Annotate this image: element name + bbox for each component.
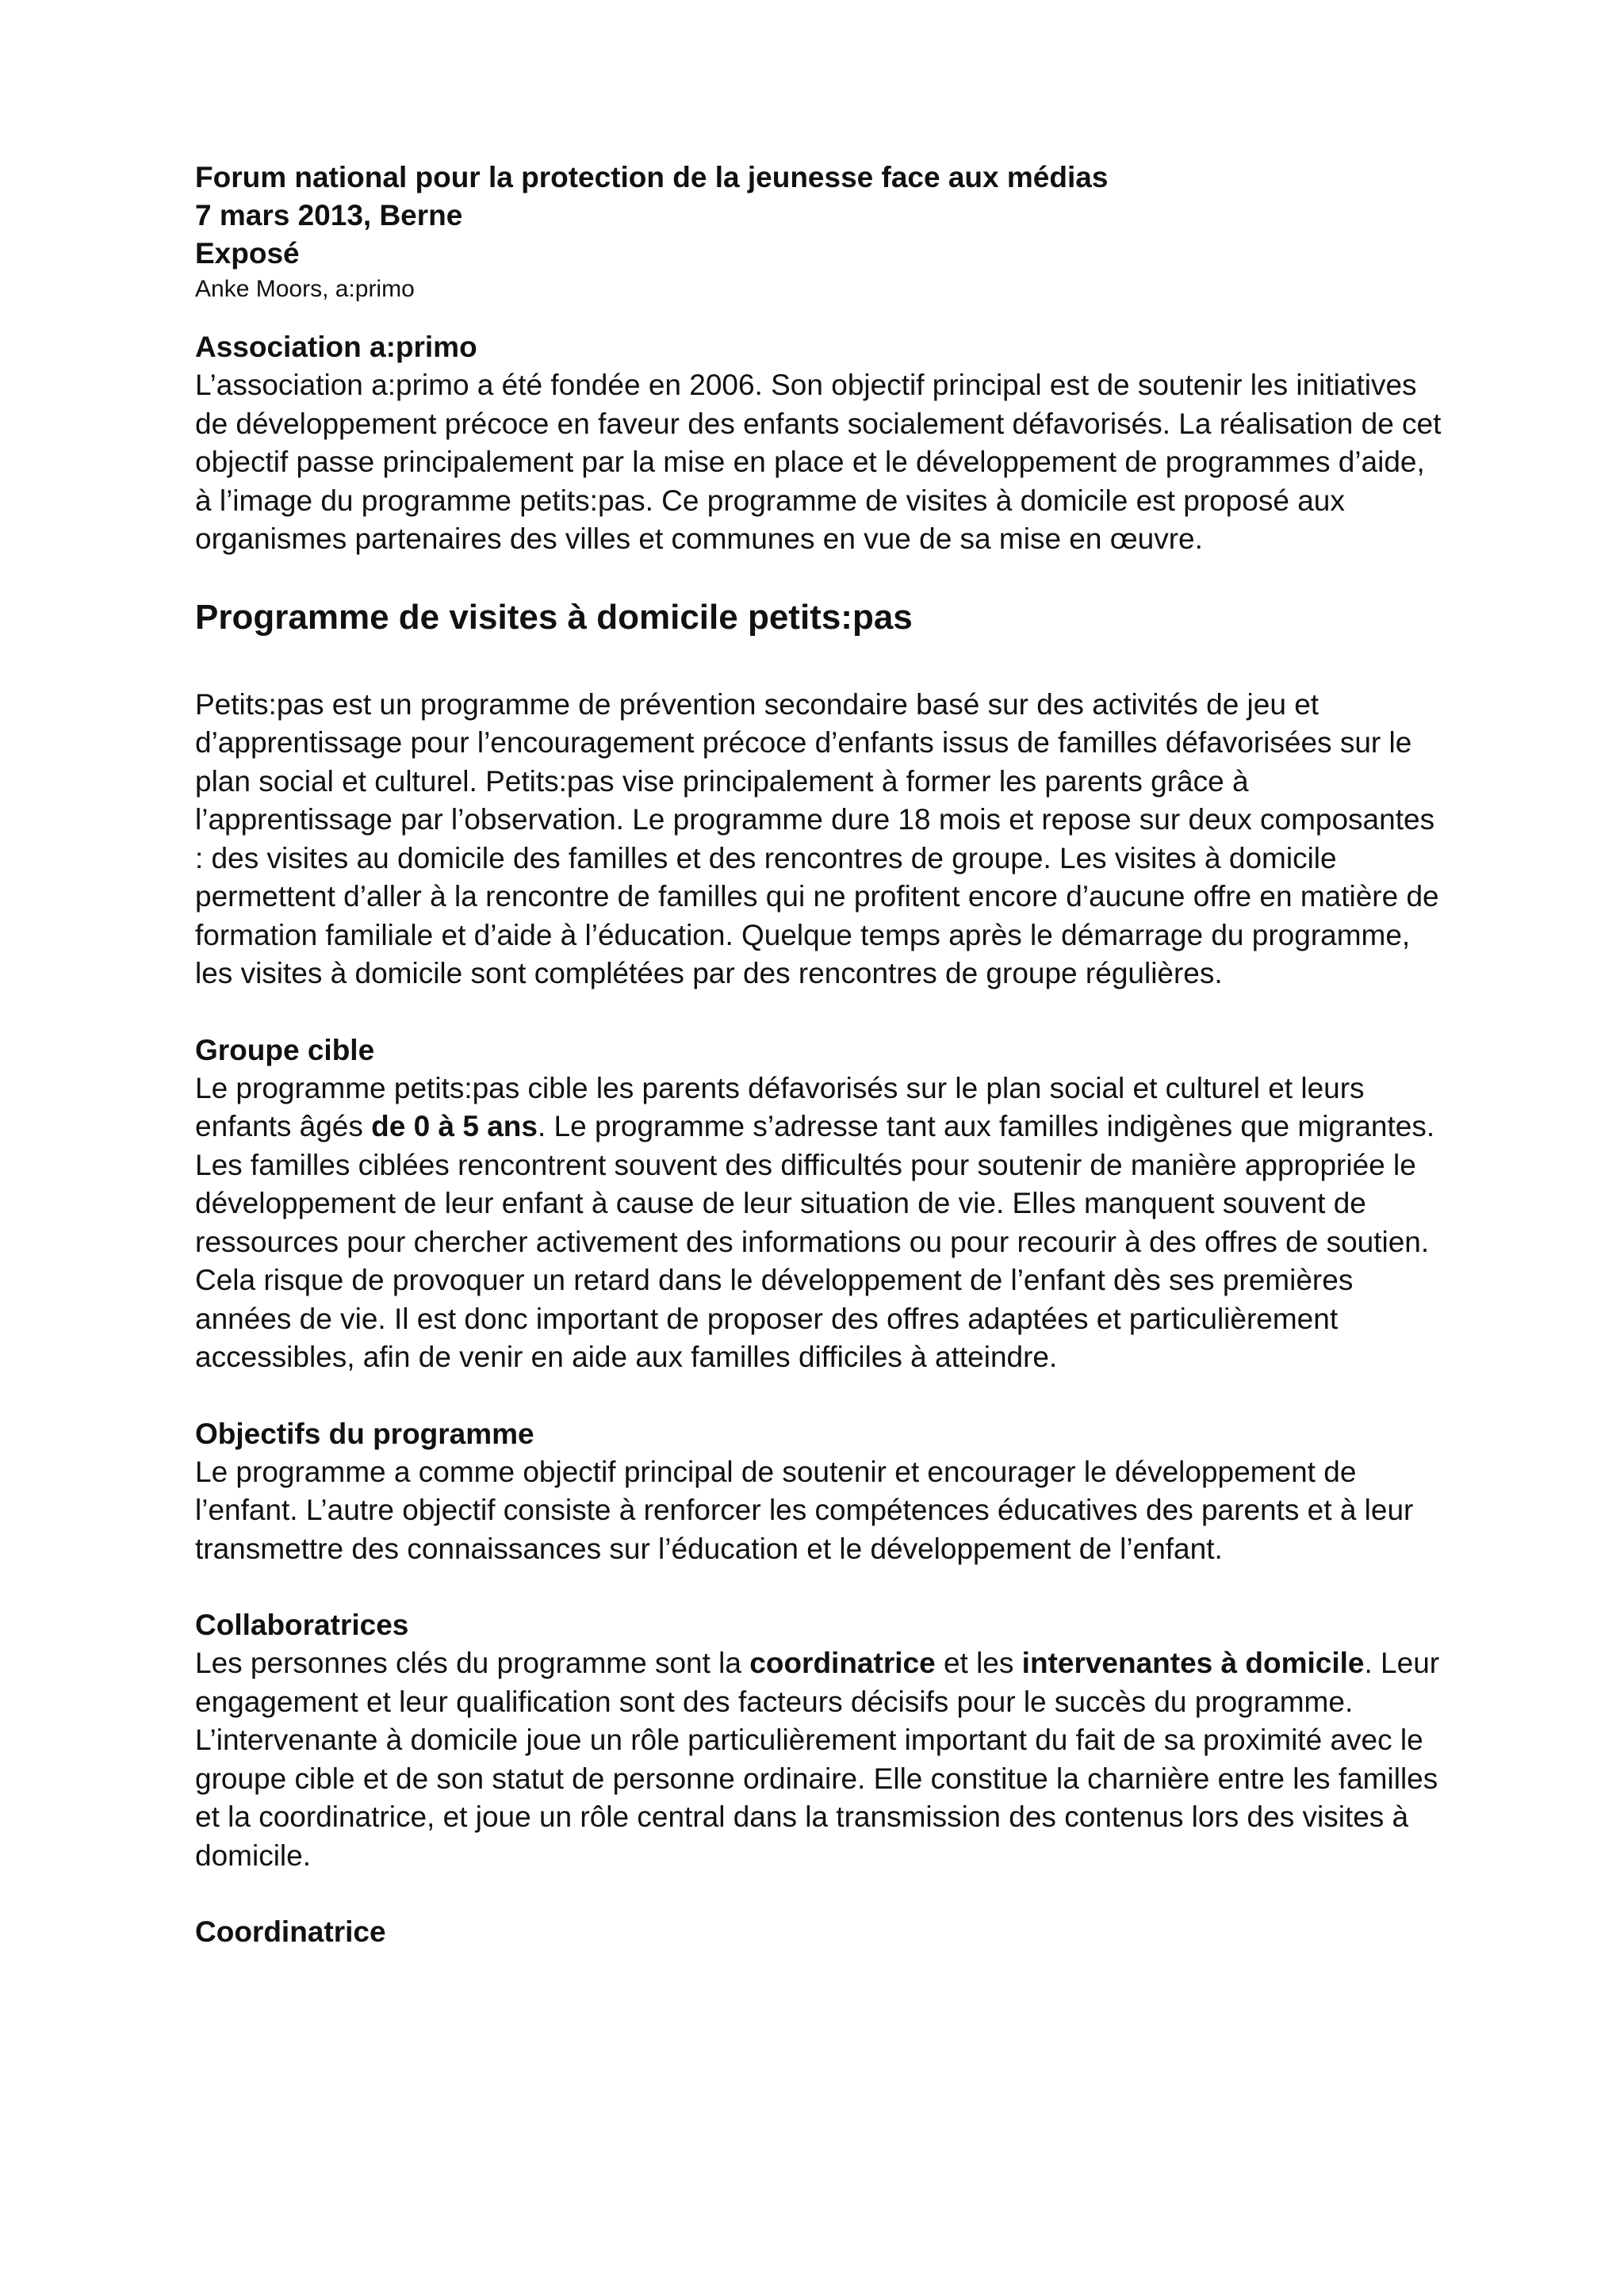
programme-text: Petits:pas est un programme de prévention secondaire basé sur des activités de jeu et d’apprentissage pour l’encouragement précoce d’enfants issus de familles défavorisées sur le plan social et culturel. Petits:pas vise principalement à former les parents grâce à l’apprentissage par l’observation. Le programme dure 18 mois et repose sur deux composantes : des visites au domicile des familles et des rencontres de groupe. Les visites à domicile permettent d’aller à la rencontre de familles qui ne profitent encore d’aucune offre en matière de formation familiale et d’aide à l’éducation. Quelque temps après le démarrage du programme, les visites à domicile sont complétées par des rencontres de groupe régulières. (195, 687, 1439, 989)
association-heading: Association a:primo (195, 331, 477, 363)
home-visitor-term: intervenantes à domicile (1021, 1647, 1365, 1679)
coordinator-term: coordinatrice (749, 1647, 936, 1679)
objectives-heading: Objectifs du programme (195, 1417, 534, 1450)
section-target-group (195, 1031, 1448, 1377)
target-group-text-1: Le programme petits:pas cible les parents défavorisés sur le plan social et culturel et leurs enfants âgés (195, 1071, 1365, 1142)
section-objectives (195, 1415, 1448, 1569)
coordinator-heading: Coordinatrice (195, 1915, 386, 1948)
programme-heading: Programme de visites à domicile petits:pas (195, 597, 913, 637)
section-coordinator (195, 1913, 1448, 1951)
document-header (195, 159, 1448, 306)
forum-title: Forum national pour la protection de la jeunesse face aux médias (195, 161, 1109, 193)
date-place: 7 mars 2013, Berne (195, 199, 463, 232)
spacer (195, 1875, 1448, 1913)
collaborators-text-1: Les personnes clés du programme sont la (195, 1647, 750, 1679)
collaborators-text-2: et les (935, 1647, 1022, 1679)
collaborators-heading: Collaboratrices (195, 1609, 409, 1641)
section-association (195, 328, 1448, 559)
spacer (195, 1377, 1448, 1415)
spacer (195, 1568, 1448, 1606)
document-page (195, 159, 1448, 1951)
section-programme (195, 595, 1448, 993)
objectives-text: Le programme a comme objectif principal de soutenir et encourager le développement de l’enfant. L’autre objectif consiste à renforcer les compétences éducatives des parents et à leur transmettre des connaissances sur l’éducation et le développement de l’enfant. (195, 1455, 1414, 1565)
association-text: L’association a:primo a été fondée en 2006. Son objectif principal est de soutenir les initiatives de développement précoce en faveur des enfants socialement défavorisés. La réalisation de cet objectif passe principalement par la mise en place et le développement de programmes d’aide, à l’image du programme petits:pas. Ce programme de visites à domicile est proposé aux organismes partenaires des villes et communes en vue de sa mise en œuvre. (195, 369, 1442, 555)
document-type: Exposé (195, 237, 300, 270)
target-group-heading: Groupe cible (195, 1033, 375, 1066)
collaborators-text-3: . Leur engagement et leur qualification sont des facteurs décisifs pour le succès du programme. L’intervenante à domicile joue un rôle particulièrement important du fait de sa proximité avec le groupe cible et de son statut de personne ordinaire. Elle constitue la charnière entre les familles et la coordinatrice, et joue un rôle central dans la transmission des contenus lors des visites à domicile. (195, 1647, 1440, 1872)
target-group-text (195, 1070, 1448, 1377)
section-collaborators (195, 1606, 1448, 1875)
collaborators-text (195, 1644, 1448, 1875)
target-group-text-2: . Le programme s’adresse tant aux familles indigènes que migrantes. Les familles ciblées rencontrent souvent des difficultés pour soutenir de manière appropriée le développement de leur enfant à cause de leur situation de vie. Elles manquent souvent de ressources pour chercher activement des informations ou pour recourir à des offres de soutien. Cela risque de provoquer un retard dans le développement de l’enfant dès ses premières années de vie. Il est donc important de proposer des offres adaptées et particulièrement accessibles, afin de venir en aide aux familles difficiles à atteindre. (195, 1110, 1435, 1373)
age-range: de 0 à 5 ans (371, 1110, 538, 1142)
spacer (195, 993, 1448, 1031)
author-line: Anke Moors, a:primo (195, 276, 415, 302)
